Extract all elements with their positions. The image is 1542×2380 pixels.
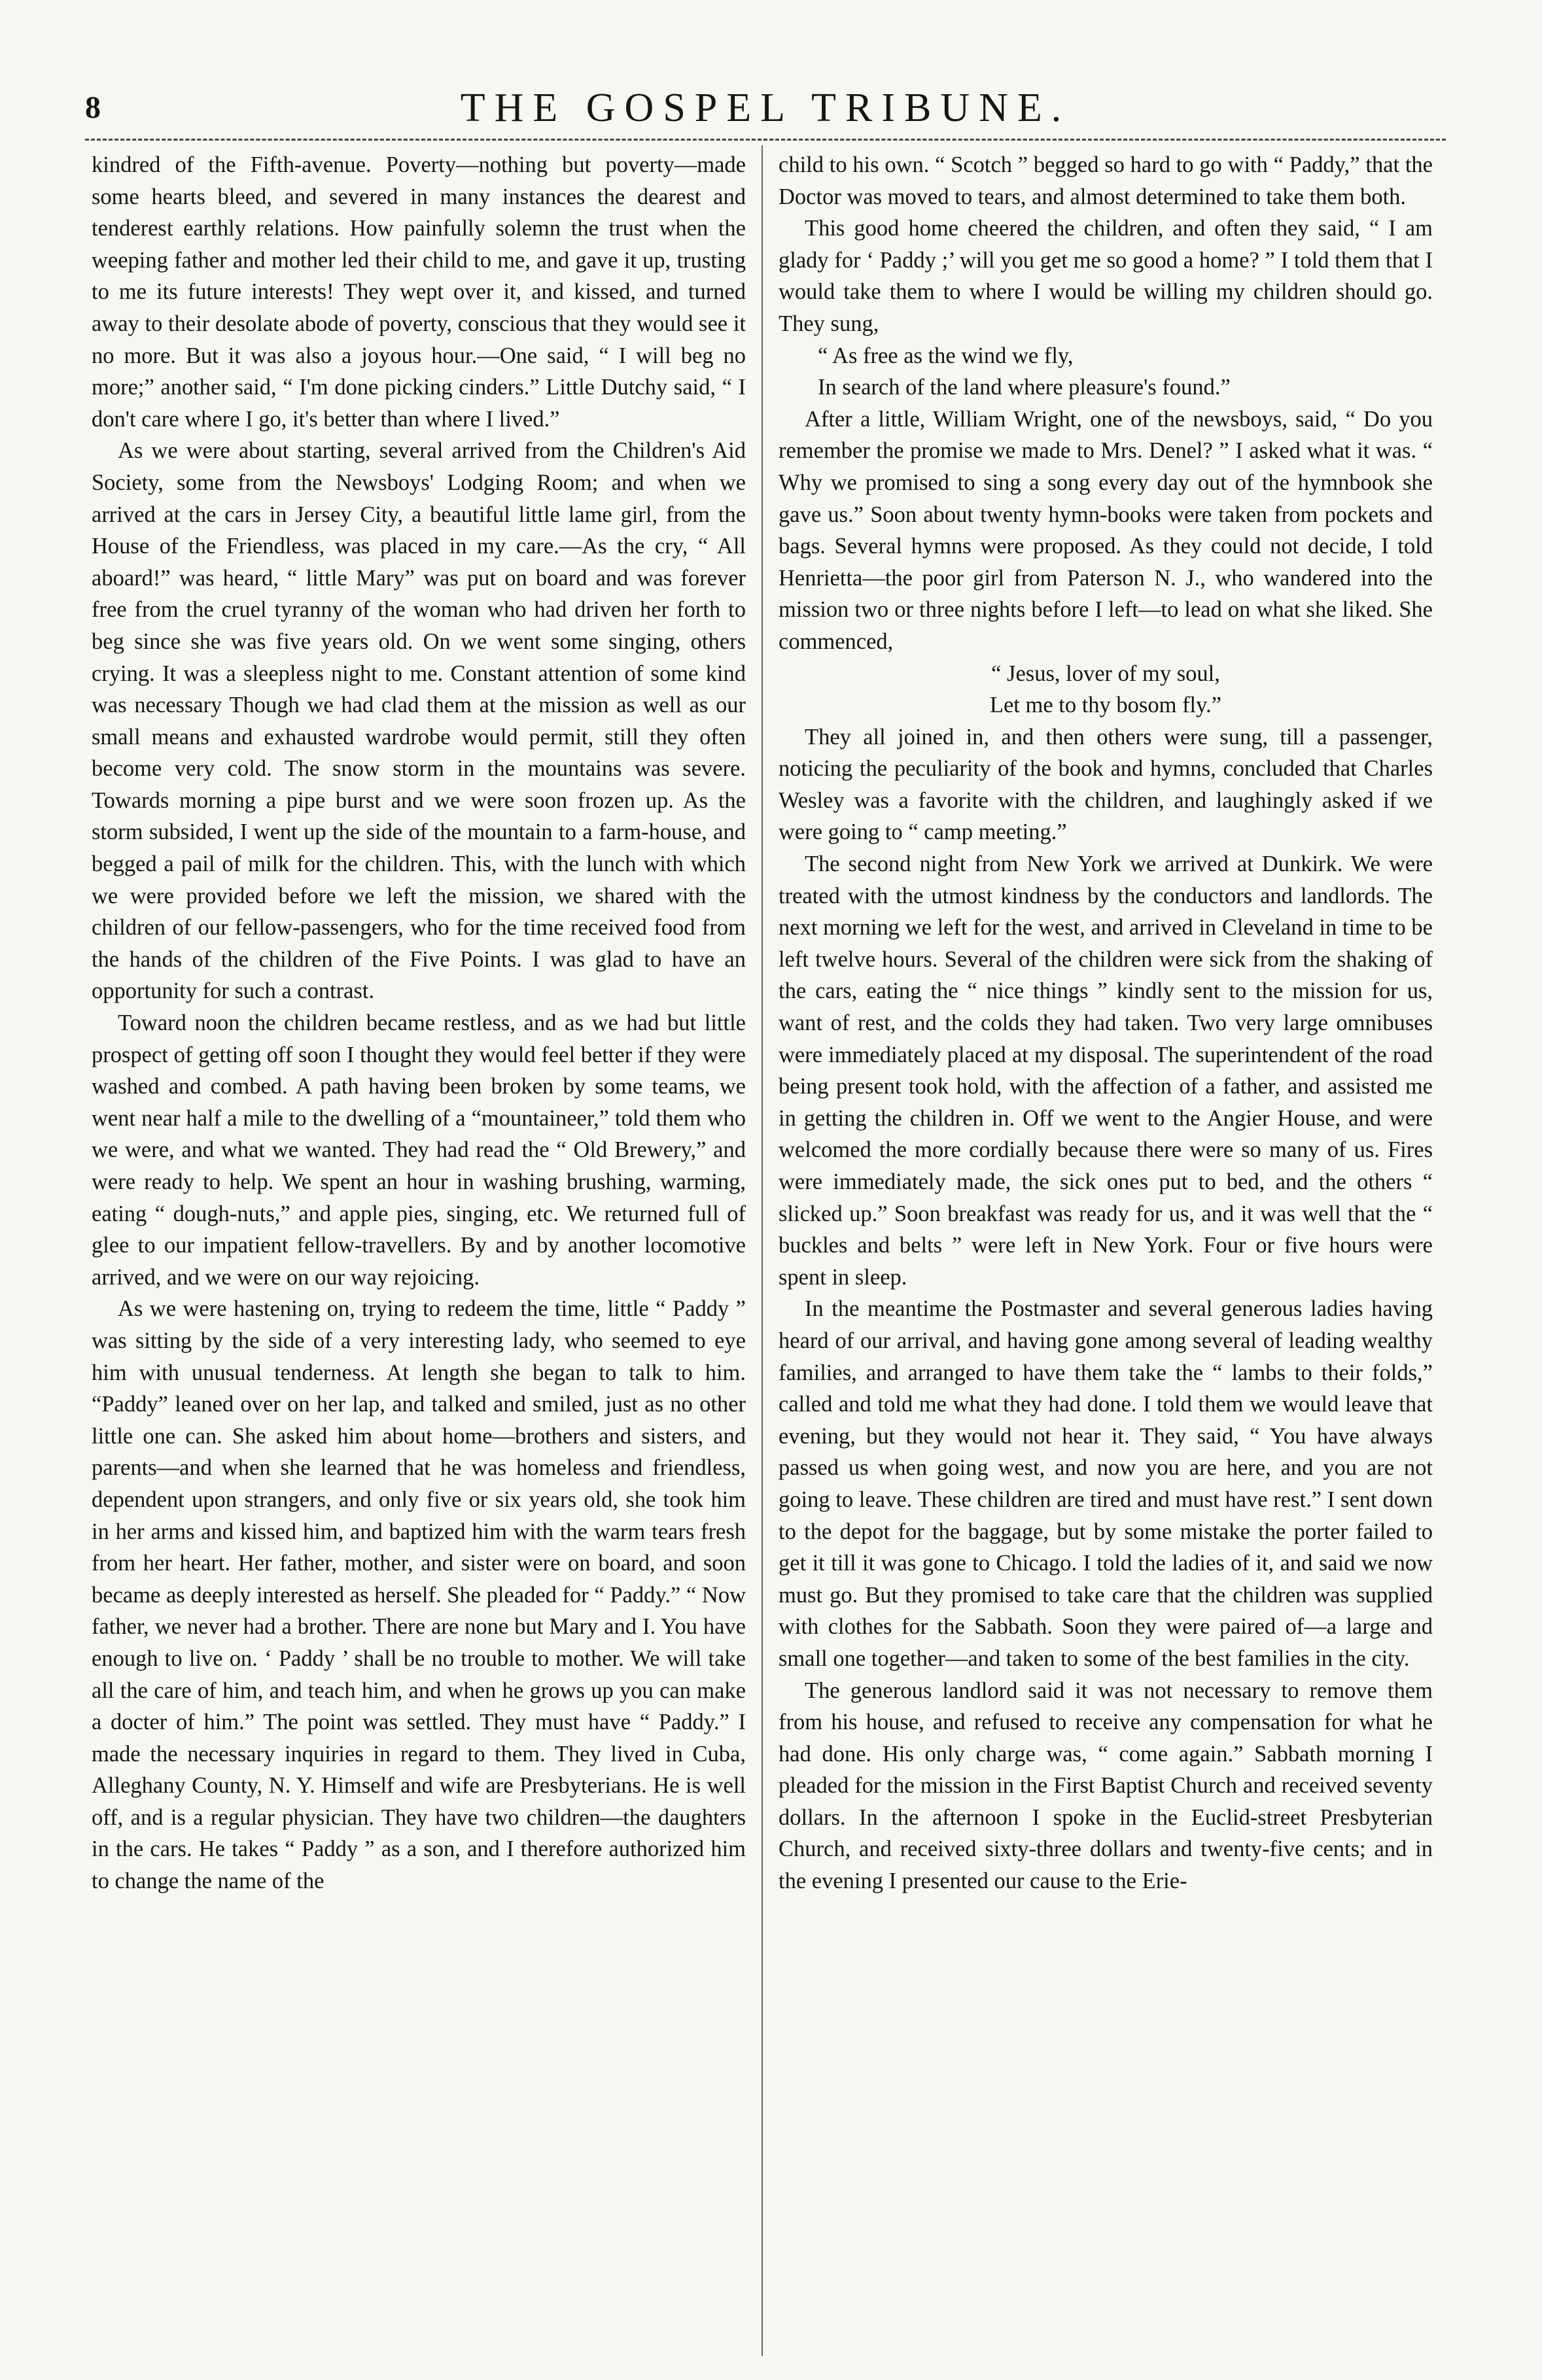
paragraph: As we were about starting, several arrived from the Children's Aid Society, some from the Newsboys' Lodging Room; and when we arrived at the cars in Jersey City, a beautiful little lame girl, from the House of the Friendless, was placed in my care.—As the cry, “ All aboard!” was heard, “ little Mary” was put on board and was forever free from the cruel tyranny of the woman who had driven her forth to beg since she was five years old. On we went some singing, others crying. It was a sleepless night to me. Constant attention of some kind was necessary Though we had clad them at the mission as well as our small means and exhausted wardrobe would permit, still they often become very cold. The snow storm in the mountains was severe. Towards morning a pipe burst and we were soon frozen up. As the storm subsided, I went up the side of the mountain to a farm-house, and begged a pail of milk for the children. This, with the lunch with which we were provided before we left the mission, we shared with the children of our fellow-passengers, who for the time received food from the hands of the children of the Five Points. I was glad to have an opportunity for such a contrast. — [92, 438, 746, 1004]
page-number: 8 — [85, 90, 101, 125]
paragraph: The second night from New York we arrived at Dunkirk. We were treated with the utmost kindness by the conductors and landlords. The next morning we left for the west, and arrived in Cleveland in time to be left twelve hours. Several of the children were sick from the shaking of the cars, eating the “ nice things ” kindly sent to the mission for us, want of rest, and the colds they had taken. Two very large omnibuses were immediately placed at my disposal. The superintendent of the road being present took hold, with the affection of a father, and assisted me in getting the children in. Off we went to the Angier House, and were welcomed the more cordially because there were so many of us. Fires were immediately made, the sick ones put to bed, and the others “ slicked up.” Soon breakfast was ready for us, and it was well that the “ buckles and belts ” were left in New York. Four or five hours were spent in sleep. — [779, 852, 1433, 1290]
verse-line: Let me to thy bosom fly.” — [989, 693, 1222, 718]
column-divider — [762, 145, 763, 2356]
left-column — [92, 149, 746, 2347]
header-rule — [85, 139, 1446, 141]
paragraph: kindred of the Fifth-avenue. Poverty—nothing but poverty—made some hearts bleed, and severed in many instances the dearest and tenderest earthly relations. How painfully solemn the trust when the weeping father and mother led their child to me, and gave it up, trusting to me its future interests! They wept over it, and kissed, and turned away to their desolate abode of poverty, conscious that they would see it no more. But it was also a joyous hour.—One said, “ I will beg no more;” another said, “ I'm done picking cinders.” Little Dutchy said, “ I don't care where I go, it's better than where I lived.” — [92, 152, 746, 432]
verse-line: “ As free as the wind we fly, — [818, 343, 1074, 368]
paragraph: This good home cheered the children, and often they said, “ I am glady for ‘ Paddy ;’ will you get me so good a home? ” I told them that I would take them to where I would be willing my children should go. They sung, — [779, 216, 1433, 336]
paragraph: child to his own. “ Scotch ” begged so hard to go with “ Paddy,” that the Doctor was moved to tears, and almost determined to take them both. — [779, 152, 1433, 209]
journal-title: THE GOSPEL TRIBUNE. — [460, 86, 1071, 130]
page-header — [85, 78, 1446, 137]
paragraph: After a little, William Wright, one of the newsboys, said, “ Do you remember the promise we made to Mrs. Denel? ” I asked what it was. “ Why we promised to sing a song every day out of the hymnbook she gave us.” Soon about twenty hymn-books were taken from pockets and bags. Several hymns were proposed. As they could not decide, I told Henrietta—the poor girl from Paterson N. J., who wandered into the mission two or three nights before I left—to lead on what she liked. She commenced, — [779, 406, 1433, 654]
paragraph: The generous landlord said it was not necessary to remove them from his house, and refused to receive any compensation for what he had done. His only charge was, “ come again.” Sabbath morning I pleaded for the mission in the First Baptist Church and received seventy dollars. In the afternoon I spoke in the Euclid-street Presbyterian Church, and received sixty-three dollars and twenty-five cents; and in the evening I presented our cause to the Erie- — [779, 1678, 1433, 1894]
verse-line: In search of the land where pleasure's found.” — [818, 375, 1231, 400]
right-column — [779, 149, 1433, 2347]
paragraph: They all joined in, and then others were sung, till a passenger, noticing the peculiarity of the book and hymns, concluded that Charles Wesley was a favorite with the children, and laughingly asked if we were going to “ camp meeting.” — [779, 724, 1433, 845]
verse-line: “ Jesus, lover of my soul, — [991, 661, 1220, 686]
paragraph: Toward noon the children became restless, and as we had but little prospect of getting off soon I thought they would feel better if they were washed and combed. A path having been broken by some teams, we went near half a mile to the dwelling of a “mountaineer,” told them who we were, and what we wanted. They had read the “ Old Brewery,” and were ready to help. We spent an hour in washing brushing, warming, eating “ dough-nuts,” and apple pies, singing, etc. We returned full of glee to our impatient fellow-travellers. By and by another locomotive arrived, and we were on our way rejoicing. — [92, 1010, 746, 1290]
paragraph: In the meantime the Postmaster and several generous ladies having heard of our arrival, and having gone among several of leading wealthy families, and arranged to have them take the “ lambs to their folds,” called and told me what they had done. I told them we would leave that evening, but they would not hear it. They said, “ You have always passed us when going west, and now you are here, and you are not going to leave. These children are tired and must have rest.” I sent down to the depot for the baggage, but by some mistake the porter failed to get it till it was gone to Chicago. I told the ladies of it, and said we now must go. But they promised to take care that the children was supplied with clothes for the Sabbath. Soon they were paired of—a large and small one together—and taken to some of the best families in the city. — [779, 1296, 1433, 1671]
paragraph: As we were hastening on, trying to redeem the time, little “ Paddy ” was sitting by the side of a very interesting lady, who seemed to eye him with unusual tenderness. At length she began to talk to him. “Paddy” leaned over on her lap, and talked and smiled, just as no other little one can. She asked him about home—brothers and sisters, and parents—and when she learned that he was homeless and friendless, dependent upon strangers, and only five or six years old, she took him in her arms and kissed him, and baptized him with the warm tears fresh from her heart. Her father, mother, and sister were on board, and soon became as deeply interested as herself. She pleaded for “ Paddy.” “ Now father, we never had a brother. There are none but Mary and I. You have enough to live on. ‘ Paddy ’ shall be no trouble to mother. We will take all the care of him, and teach him, and when he grows up you can make a docter of him.” The point was settled. They must have “ Paddy.” I made the necessary inquiries in regard to them. They lived in Cuba, Alleghany County, N. Y. Himself and wife are Presbyterians. He is well off, and is a regular physician. They have two children—the daughters in the cars. He takes “ Paddy ” as a son, and I therefore authorized him to change the name of the — [92, 1296, 746, 1894]
